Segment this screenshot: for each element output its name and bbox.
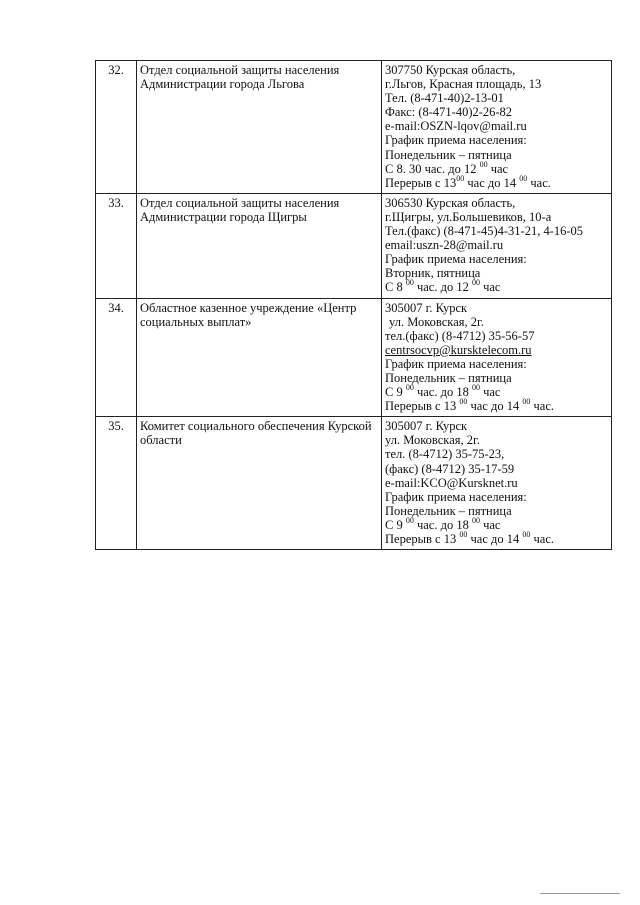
row-number: 34. bbox=[96, 298, 137, 417]
email-line: e-mail:OSZN-lqov@mail.ru bbox=[385, 119, 527, 134]
address-line: г.Льгов, Красная площадь, 13 bbox=[385, 77, 542, 92]
table-row bbox=[96, 417, 612, 550]
schedule-days: Вторник, пятница bbox=[385, 266, 481, 281]
address-line: 305007 г. Курск bbox=[385, 300, 468, 315]
schedule-days: Понедельник – пятница bbox=[385, 370, 512, 385]
organization-name: Комитет социального обеспечения Курской области bbox=[137, 417, 382, 550]
table-row bbox=[96, 61, 612, 194]
email-line: e-mail:KCO@Kursknet.ru bbox=[385, 475, 518, 490]
address-line: 307750 Курская область, bbox=[385, 63, 516, 77]
contact-info bbox=[382, 193, 612, 298]
organization-name: Областное казенное учреждение «Центр социальных выплат» bbox=[137, 298, 382, 417]
schedule-hours: С 8 $^{00}$ час. до 12 $^{00}$ час bbox=[385, 278, 501, 295]
address-line: 305007 г. Курск bbox=[385, 419, 468, 434]
institutions-table bbox=[95, 60, 612, 550]
phone-line: тел. (8-4712) 35-75-23, bbox=[385, 447, 505, 462]
fax-line: Факс: (8-471-40)2-26-82 bbox=[385, 105, 513, 120]
organization-name: Отдел социальной защиты населения Администрации города Льгова bbox=[137, 61, 382, 194]
fax-line: (факс) (8-4712) 35-17-59 bbox=[385, 461, 515, 476]
phone-line: Тел.(факс) (8-471-45)4-31-21, 4-16-05 bbox=[385, 224, 584, 239]
schedule-label: График приема населения: bbox=[385, 252, 527, 267]
schedule-break: Перерыв с $13^{00}$ час до 14 $^{00}$ час. bbox=[385, 173, 551, 190]
address-line: ул. Моковская, 2г. bbox=[389, 314, 484, 329]
contact-info bbox=[382, 298, 612, 417]
table-row bbox=[96, 193, 612, 298]
schedule-hours: С 9 $^{00}$ час. до 18 $^{00}$ час bbox=[385, 382, 501, 400]
schedule-label: График приема населения: bbox=[385, 489, 527, 504]
schedule-break: Перерыв с 13 $^{00}$ час до 14 $^{00}$ час. bbox=[385, 529, 554, 546]
schedule-days: Понедельник – пятница bbox=[385, 503, 512, 518]
organization-name: Отдел социальной защиты населения Администрации города Щигры bbox=[137, 193, 382, 298]
phone-line: тел.(факс) (8-4712) 35-56-57 bbox=[385, 328, 535, 343]
email-link[interactable]: centrsocvp@kursktelecom.ru bbox=[385, 342, 532, 357]
schedule-days: Понедельник – пятница bbox=[385, 147, 512, 162]
email-line: email:uszn-28@mail.ru bbox=[385, 238, 504, 253]
page-footer-rule bbox=[540, 893, 620, 894]
schedule-label: График приема населения: bbox=[385, 356, 527, 371]
address-line: г.Щигры, ул.Большевиков, 10-а bbox=[385, 209, 552, 224]
contact-info bbox=[382, 61, 612, 194]
schedule-break: Перерыв с 13 $^{00}$ час до 14 $^{00}$ час. bbox=[385, 397, 554, 414]
address-line: ул. Моковская, 2г. bbox=[385, 433, 480, 448]
contact-info bbox=[382, 417, 612, 550]
phone-line: Тел. (8-471-40)2-13-01 bbox=[385, 91, 504, 106]
schedule-label: График приема населения: bbox=[385, 133, 527, 148]
address-line: 306530 Курская область, bbox=[385, 195, 516, 210]
table-row bbox=[96, 298, 612, 417]
schedule-hours: С 9 $^{00}$ час. до 18 $^{00}$ час bbox=[385, 515, 501, 532]
row-number: 35. bbox=[96, 417, 137, 550]
row-number: 32. bbox=[96, 61, 137, 194]
schedule-hours: С 8. 30 час. до 12 $^{00}$ час bbox=[385, 159, 509, 176]
row-number: 33. bbox=[96, 193, 137, 298]
